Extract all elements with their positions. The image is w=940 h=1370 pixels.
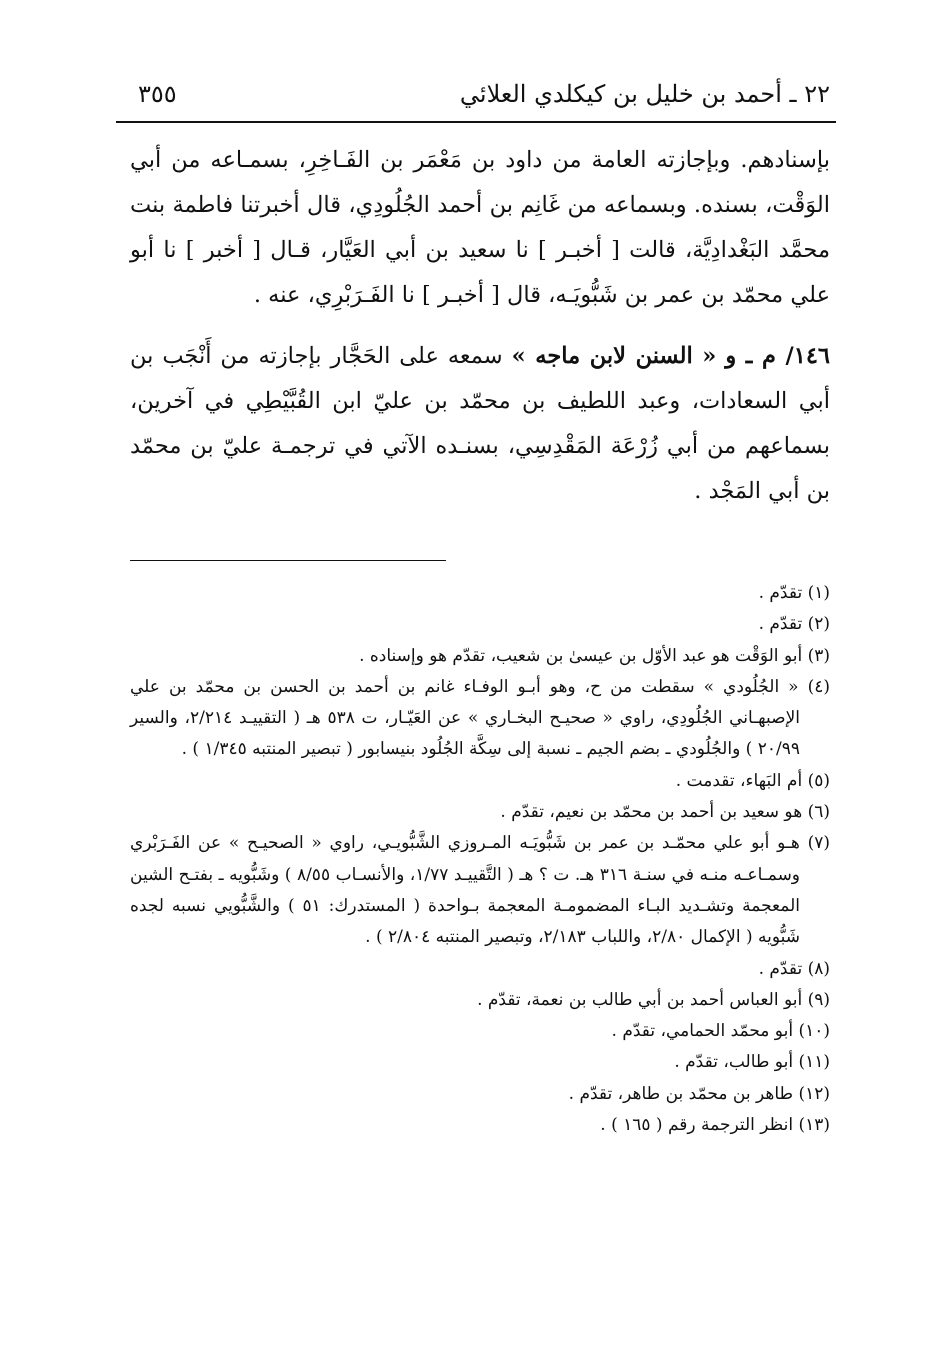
footnote-6: (٦) هو سعيد بن أحمد بن محمّد بن نعيم، تقدّم . [500,802,830,823]
paragraph-1: بإسنادهم. وبإجازته العامة من داود بن مَعْمَر بن الفَـاخِرِ، بسمـاعه من أبي الوَقْت، بسنده. وبسماعه من غَانِم بن أحمد الجُلُودِي، قال أخبرتنا فاطمة بنت محمَّد البَغْدادِيَّة، قالت [ أخبـر ] نا سعيد بن أبي العَيَّار، قـال [ أخبر ] نا أبو علي محمّد بن عمر بن شَبُّويَـه، قال [ أخبـر ] نا الفَـرَبْرِي، عنه . [130,147,830,308]
footnote-11: (١١) أبو طالب، تقدّم . [674,1052,830,1073]
footnote-8: (٨) تقدّم . [758,958,830,979]
entry-146 [130,334,830,514]
footnote-separator [130,560,446,561]
header-title: ٢٢ ـ أحمد بن خليل بن كيكلدي العلائي [459,80,830,108]
running-header [138,80,830,120]
page-number: ٣٥٥ [138,80,177,108]
entry-title: « السنن لابن ماجه » [511,343,717,369]
footnote-2: (٢) تقدّم . [758,614,830,635]
footnote-7: (٧) هـو أبو علي محمّـد بن عمر بن شَبُّويَـه المـروزي الشَّبُّويـي، راوي « الصحيـح » عن الفَـرَبْري وسمـاعـه منـه في سنـة ٣١٦ هـ. ت ؟ هـ ( التَّقييـد ١/٧٧، والأنسـاب ٨/٥٥ ) وشَبُّويه ـ بفتـح الشين المعجمة وتشـديد البـاء المضمومـة المعجمة بـواحدة ( المستدرك: ٥١ ) والشَّبُّويي نسبه لجده شَبُّويه ( الإكمال ٢/٨٠، واللباب ٢/١٨٣، وتبصير المنتبه ٢/٨٠٤ ) . [130,833,830,948]
header-rule [116,121,836,123]
footnote-1: (١) تقدّم . [758,583,830,603]
footnote-12: (١٢) طاهر بن محمّد بن طاهر، تقدّم . [568,1083,830,1104]
footnote-9: (٩) أبو العباس أحمد بن أبي طالب بن نعمة، تقدّم . [477,989,830,1010]
entry-text: سمعه على الحَجَّار بإجازته من أَنْجَب بن أبي السعادات، وعبد اللطيف بن محمّد بن عليّ ابن القُبَّيْطِي في آخرين، بسماعهم من أبي زُرْعَة المَقْدِسِي، بسنـده الآتي في ترجمـة عليّ بن محمّد بن أبي المَجْد . [130,343,830,504]
footnotes [130,578,830,1141]
footnote-13: (١٣) انظر الترجمة رقم ( ١٦٥ ) . [600,1115,830,1136]
entry-number: ١٤٦/ م ـ و [725,343,831,369]
main-text [130,138,830,514]
footnote-3: (٣) أبو الوَقْت هو عبد الأوّل بن عيسىٰ بن شعيب، تقدّم هو وإسناده . [359,645,830,666]
footnote-5: (٥) أم البَهاء، تقدمت . [675,770,830,791]
footnote-10: (١٠) أبو محمّد الحمامي، تقدّم . [611,1021,830,1042]
footnote-4: (٤) « الجُلُودي » سقطت من ح، وهو أبـو الوفـاء غانم بن أحمد بن الحسن بن محمّد بن علي الإصبهـاني الجُلُودِي، راوي « صحيـح البخـاري » عن العَيّـار، ت ٥٣٨ هـ ( التقييـد ٢/٢١٤، والسير ٢٠/٩٩ ) والجُلُودي ـ بضم الجيم ـ نسبة إلى سِكَّة الجُلُود بنيسابور ( تبصير المنتبه ١/٣٤٥ ) . [130,676,830,760]
